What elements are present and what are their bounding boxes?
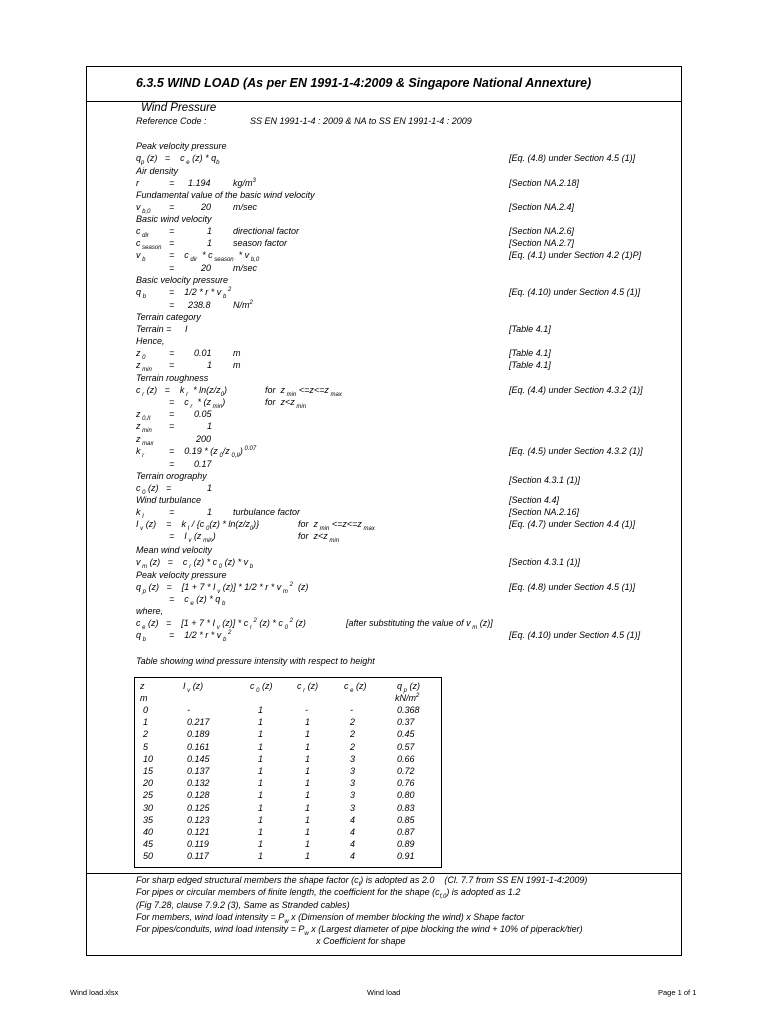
cell-z: 15	[143, 766, 154, 776]
cell-cr: 1	[305, 778, 311, 789]
cell-qp: 0.89	[397, 839, 415, 850]
cell-cr: 1	[305, 851, 311, 862]
unit-qp: $kN/m^2$	[395, 693, 420, 703]
cell-ce: 4	[350, 827, 356, 837]
column-header-z: z	[140, 681, 145, 691]
equals-sign: =	[169, 459, 175, 469]
iv-condition: for z $_{min}$ <=z<=z $_{max}$	[298, 519, 375, 532]
cell-z: 35	[143, 814, 154, 825]
cell-z: 2	[143, 729, 149, 740]
zmin-ref: [Table 4.1]	[509, 360, 551, 370]
cell-qp: 0.83	[397, 802, 415, 813]
zmin-value-2: 1	[207, 421, 213, 431]
terrain-ref: [Table 4.1]	[509, 324, 551, 334]
note-shape-factor: For sharp edged structural members the shape factor $(c_f)$ is adopted as 2.0 (Cl. 7.7 from SS EN 1991-1-4:2009)	[136, 875, 588, 888]
z0-ref: [Table 4.1]	[509, 348, 551, 358]
cell-ce: 3	[350, 790, 356, 801]
cell-ce: 4	[350, 839, 356, 850]
equals-sign: =	[169, 178, 175, 188]
cdir-desc: directional factor	[233, 226, 300, 236]
cr-formula: c $_r$ (z) = k $_r * \ln(z/z_0)$	[136, 385, 227, 398]
turbulance-ref: [Section 4.4]	[509, 495, 560, 505]
column-header-qp: q $_p$ (z)	[397, 681, 421, 694]
cell-iv: 0.137	[187, 766, 210, 776]
section-subtitle: Wind Pressure	[141, 102, 217, 114]
kr-value: 0.17	[194, 459, 212, 469]
cell-qp: 0.80	[397, 790, 415, 801]
cseason-desc: season factor	[233, 238, 288, 248]
iv-formula: I $_v$ (z) = k $_I$ / {c $_0(z) * \ln(z/z_0)$}	[136, 519, 260, 532]
c0-value: 1	[207, 483, 213, 493]
zmin-value: 1	[207, 360, 213, 370]
cell-c0: 1	[258, 790, 264, 801]
footer-filename: Wind load.xlsx	[70, 988, 119, 997]
cell-iv: 0.121	[187, 827, 210, 837]
cell-ce: 4	[350, 814, 356, 825]
table-caption: Table showing wind pressure intensity with respect to height	[136, 656, 375, 666]
cell-c0: 1	[258, 839, 264, 850]
vm-formula: v $_m$ (z) = c $_r$ (z) * c $_0$ (z) * v $_b$	[136, 557, 254, 570]
cell-iv: 0.189	[187, 729, 210, 740]
cell-ce: 3	[350, 753, 356, 764]
notes-divider	[86, 873, 682, 874]
column-header-iv: I $_v$ (z)	[183, 681, 204, 694]
note-pipes: For pipes or circular members of finite length, the coefficient for the shape $(c_{f,0})$ is adopted as 1.2	[136, 887, 521, 900]
vb-formula: v $_b$	[136, 250, 146, 263]
z0-value: 0.01	[194, 348, 212, 358]
vb0-ref: [Section NA.2.4]	[509, 202, 575, 212]
cell-ce: 3	[350, 802, 356, 813]
note-figure: (Fig 7.28, clause 7.9.2 (3), Same as Stranded cables)	[136, 900, 350, 910]
kr-symbol: k $_r$	[136, 446, 145, 459]
after-substituting-note: [after substituting the value of v $_m$ (z)]	[346, 618, 493, 631]
qb-ref: [Eq. (4.10) under Section 4.5 (1)]	[509, 287, 641, 297]
cseason-value: 1	[207, 238, 213, 248]
cell-c0: 1	[258, 827, 264, 837]
cell-cr: 1	[305, 790, 311, 801]
peak-velocity-heading-2: Peak velocity pressure	[136, 570, 227, 580]
terrain-orography-heading: Terrain orography	[136, 471, 207, 481]
kr-ref: [Eq. (4.5) under Section 4.3.2 (1)]	[509, 446, 643, 456]
equals-sign: =	[169, 507, 175, 517]
qb-formula-2-rhs: = 1/2 * r * v $_b$ $^2$	[169, 630, 232, 643]
cell-z: 30	[143, 802, 154, 813]
cell-c0: 1	[258, 766, 264, 776]
cell-qp: 0.37	[397, 717, 415, 728]
cr-ref: [Eq. (4.4) under Section 4.3.2 (1)]	[509, 385, 643, 395]
cell-qp: 0.85	[397, 814, 415, 825]
peak-velocity-ref: [Eq. (4.8) under Section 4.5 (1)]	[509, 153, 636, 163]
cell-qp: 0.87	[397, 827, 415, 837]
cell-z: 1	[143, 717, 149, 728]
qb-formula: q $_b$	[136, 287, 147, 300]
cell-c0: 1	[258, 814, 264, 825]
cell-cr: 1	[305, 766, 311, 776]
cell-c0: 1	[258, 741, 264, 752]
cdir-ref: [Section NA.2.6]	[509, 226, 575, 236]
cell-z: 40	[143, 827, 154, 837]
air-density-symbol: r	[136, 178, 139, 188]
wind-pressure-table	[134, 677, 442, 868]
equals-sign: =	[169, 348, 175, 358]
vb0-unit: m/sec	[233, 202, 258, 212]
terrain-category-heading: Terrain category	[136, 312, 201, 322]
cell-iv: 0.117	[187, 851, 209, 862]
vb-formula-rhs: = c $_{dir}$ * c $_{season}$ * v $_{b,0}$	[169, 250, 260, 263]
qb-formula-rhs: = 1/2 * r * v $_b$ $^2$	[169, 287, 232, 300]
cell-z: 5	[143, 741, 149, 752]
air-density-value: 1.194	[188, 178, 211, 188]
cell-qp: 0.91	[397, 851, 415, 862]
cell-cr: 1	[305, 753, 311, 764]
zmin-symbol-2: z $_{min}$	[136, 421, 152, 434]
cell-iv: 0.161	[187, 741, 210, 752]
z0ii-symbol: z $_{0,II}$	[136, 409, 151, 422]
cell-qp: 0.45	[397, 729, 415, 740]
cell-c0: 1	[258, 778, 264, 789]
equals-sign: =	[169, 226, 175, 236]
cell-cr: 1	[305, 827, 311, 837]
cell-cr: 1	[305, 717, 311, 728]
iv-ref: [Eq. (4.7) under Section 4.4 (1)]	[509, 519, 636, 529]
zmin-symbol: z $_{min}$	[136, 360, 152, 373]
cell-cr: -	[305, 705, 308, 715]
terrain-value: I	[185, 324, 188, 334]
qb-ref-2: [Eq. (4.10) under Section 4.5 (1)]	[509, 630, 641, 640]
column-header-ce: c $_e$ (z)	[344, 681, 367, 694]
zmin-unit: m	[233, 360, 241, 370]
vm-ref: [Section 4.3.1 (1)]	[509, 557, 581, 567]
column-header-c0: c $_0$ (z)	[250, 681, 273, 694]
kr-formula-rhs: = 0.19 * (z $_0$/z $_{0,II}$) $^{0.07}$	[169, 446, 257, 459]
cell-c0: 1	[258, 753, 264, 764]
qb-value: 238.8	[188, 300, 211, 310]
cell-ce: 4	[350, 851, 356, 862]
cell-iv: 0.125	[187, 802, 210, 813]
peak-velocity-formula: $q_p$ (z) = c $_e$ $(z) * q_b$	[136, 153, 220, 166]
terrain-label: Terrain =	[136, 324, 172, 334]
cell-c0: 1	[258, 705, 264, 715]
cdir-value: 1	[207, 226, 213, 236]
footer-page-number: Page 1 of 1	[658, 988, 697, 997]
cell-qp: 0.368	[397, 705, 420, 715]
zmax-value: 200	[196, 434, 212, 444]
cell-cr: 1	[305, 814, 311, 825]
note-coefficient: x Coefficient for shape	[316, 936, 406, 946]
cr-condition-2: for z<z $_{min}$	[265, 397, 307, 410]
equals-sign: =	[169, 263, 175, 273]
cell-iv: -	[187, 705, 190, 715]
qp-formula-2: q $_p$ (z) = [1 + 7 * I $_v$ (z)] * 1/2 * r * v $_m$ $^2$ (z)	[136, 582, 309, 595]
zmax-symbol: z $_{max}$	[136, 434, 154, 447]
wind-turbulance-heading: Wind turbulance	[136, 495, 201, 505]
footer-sheet-name: Wind load	[367, 988, 401, 997]
cell-c0: 1	[258, 802, 264, 813]
reference-code-label: Reference Code :	[136, 116, 207, 126]
cell-iv: 0.123	[187, 814, 210, 825]
equals-sign: =	[169, 300, 175, 310]
cseason-symbol: c $_{season}$	[136, 238, 162, 251]
air-density-heading: Air density	[136, 166, 179, 176]
z0-symbol: z $_0$	[136, 348, 146, 361]
cell-z: 50	[143, 851, 154, 862]
cell-c0: 1	[258, 729, 264, 740]
cell-z: 45	[143, 839, 154, 850]
page-title: 6.3.5 WIND LOAD (As per EN 1991-1-4:2009 & Singapore National Annexture)	[136, 76, 592, 90]
equals-sign: =	[169, 360, 175, 370]
c0-symbol: c $_0$ (z) =	[136, 483, 172, 496]
cell-ce: 2	[350, 741, 356, 752]
ki-desc: turbulance factor	[233, 507, 301, 517]
equals-sign: =	[169, 202, 175, 212]
note-member-intensity: For members, wind load intensity = $P_w$ x (Dimension of member blocking the wind) x Shape factor	[136, 912, 525, 925]
qb-formula-2: q $_b$	[136, 630, 147, 643]
basic-pressure-heading: Basic velocity pressure	[136, 275, 229, 285]
mean-velocity-heading: Mean wind velocity	[136, 545, 213, 555]
vb-value: 20	[201, 263, 212, 273]
column-header-cr: c $_r$ (z)	[297, 681, 319, 694]
cell-z: 20	[143, 778, 154, 789]
hence-label: Hence,	[136, 336, 165, 346]
equals-sign: =	[169, 421, 175, 431]
cell-iv: 0.217	[187, 717, 210, 728]
cseason-ref: [Section NA.2.7]	[509, 238, 575, 248]
cell-ce: 2	[350, 729, 356, 740]
cell-z: 0	[143, 705, 149, 715]
cell-iv: 0.128	[187, 790, 210, 801]
cell-cr: 1	[305, 802, 311, 813]
cdir-symbol: c $_{dir}$	[136, 226, 149, 239]
terrain-roughness-heading: Terrain roughness	[136, 373, 209, 383]
note-pipe-intensity: For pipes/conduits, wind load intensity = $P_w$ x (Largest diameter of pipe blocking the wind + 10% of piperack/tier)	[136, 924, 583, 937]
cell-iv: 0.119	[187, 839, 209, 850]
qp-formula-3: = c $_e$ (z) * q $_b$	[169, 594, 226, 607]
cell-z: 25	[143, 790, 154, 801]
ki-symbol: k $_I$	[136, 507, 144, 520]
ce-formula: c $_e$ (z) = [1 + 7 * I $_v$ (z)] * c $_r$ $^2$ (z) * c $_0$ $^2$ (z)	[136, 618, 306, 631]
z0ii-value: 0.05	[194, 409, 212, 419]
qb-unit: $N/m^2$	[233, 300, 253, 310]
basic-velocity-heading: Basic wind velocity	[136, 214, 212, 224]
cell-ce: 2	[350, 717, 356, 728]
qp-ref-2: [Eq. (4.8) under Section 4.5 (1)]	[509, 582, 636, 592]
ki-ref: [Section NA.2.16]	[509, 507, 580, 517]
cell-qp: 0.72	[397, 766, 415, 776]
reference-code-value: SS EN 1991-1-4 : 2009 & NA to SS EN 1991-1-4 : 2009	[250, 116, 472, 126]
vb-unit: m/sec	[233, 263, 258, 273]
cr-condition: for z $_{min}$ <=z<=z $_{max}$	[265, 385, 342, 398]
iv-condition-2: for z<z $_{min}$	[298, 531, 340, 544]
iv-formula-2: = I $_v$ (z $_{min}$)	[169, 531, 216, 544]
cell-cr: 1	[305, 741, 311, 752]
cell-qp: 0.76	[397, 778, 415, 789]
c0-ref: [Section 4.3.1 (1)]	[509, 475, 581, 485]
vb0-value: 20	[201, 202, 212, 212]
cell-c0: 1	[258, 851, 264, 862]
unit-z: m	[140, 693, 148, 703]
equals-sign: =	[169, 409, 175, 419]
cell-qp: 0.57	[397, 741, 415, 752]
cell-cr: 1	[305, 729, 311, 740]
cell-ce: 3	[350, 778, 356, 789]
vb0-symbol: v $_{b,0}$	[136, 202, 151, 215]
cell-iv: 0.145	[187, 753, 210, 764]
peak-velocity-heading: Peak velocity pressure	[136, 141, 227, 151]
cell-c0: 1	[258, 717, 264, 728]
air-density-ref: [Section NA.2.18]	[509, 178, 580, 188]
fundamental-velocity-heading: Fundamental value of the basic wind velocity	[136, 190, 315, 200]
cell-z: 10	[143, 753, 154, 764]
where-label: where,	[136, 606, 164, 616]
cell-iv: 0.132	[187, 778, 210, 789]
z0-unit: m	[233, 348, 241, 358]
vb-ref: [Eq. (4.1) under Section 4.2 (1)P]	[509, 250, 642, 260]
air-density-unit: $kg/m^3$	[233, 178, 256, 188]
equals-sign: =	[169, 238, 175, 248]
cell-ce: -	[350, 705, 353, 715]
cell-cr: 1	[305, 839, 311, 850]
cell-qp: 0.66	[397, 753, 415, 764]
ki-value: 1	[207, 507, 213, 517]
cr-formula-2: = c $_r$ * (z $_{min}$)	[169, 397, 226, 410]
cell-ce: 3	[350, 766, 356, 776]
